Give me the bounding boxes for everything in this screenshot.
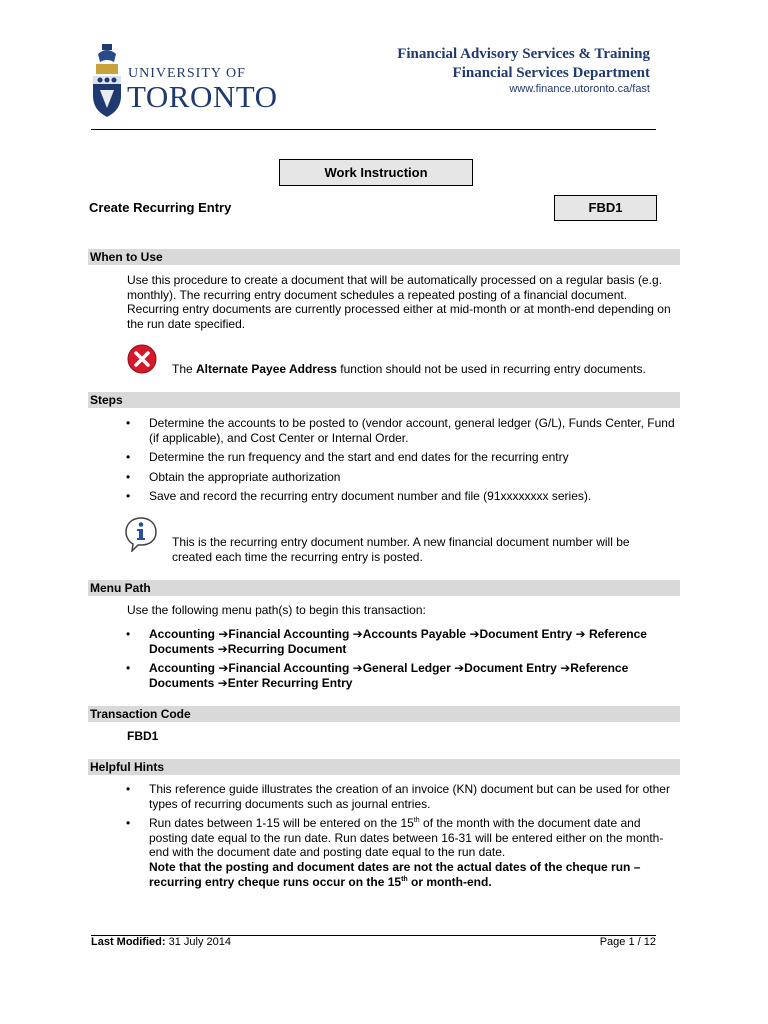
org-line2: Financial Services Department [452, 65, 650, 81]
menu-path-2: • Accounting ➔Financial Accounting ➔General Ledger ➔Document Entry ➔Reference Documents ➔Enter Recurring Entry [126, 661, 629, 690]
arrow-right-icon: ➔ [560, 661, 571, 676]
tcode-box: FBD1 [554, 195, 657, 221]
list-item: • Determine the run frequency and the start and end dates for the recurring entry [126, 450, 569, 465]
arrow-right-icon: ➔ [454, 661, 465, 676]
arrow-right-icon: ➔ [218, 627, 229, 641]
org-line1: Financial Advisory Services & Training [397, 46, 650, 62]
org-url-link[interactable]: www.finance.utoronto.ca/fast [509, 83, 650, 95]
arrow-right-icon: ➔ [217, 641, 228, 656]
menu-path-1: • Accounting ➔Financial Accounting ➔Accounts Payable ➔Document Entry ➔ Reference Documents ➔Recurring Document [126, 627, 647, 656]
steps-list [126, 416, 682, 509]
info-icon [124, 516, 158, 552]
page-title: Create Recurring Entry [89, 200, 232, 215]
warning-note: The Alternate Payee Address function should not be used in recurring entry documents. [172, 362, 646, 376]
arrow-right-icon: ➔ [575, 627, 586, 641]
logo-line1: UNIVERSITY OF [128, 66, 246, 81]
arrow-right-icon: ➔ [217, 675, 228, 690]
transaction-code-value: FBD1 [127, 729, 159, 743]
menu-path-list [126, 627, 682, 695]
university-crest-icon [92, 44, 122, 118]
section-steps: Steps [88, 392, 680, 408]
list-item: • Run dates between 1-15 will be entered on the 15th of the month with the document date and posting date equal to the run date. Run dates between 16-31 will be entered either on the month-end with the document date and posting date equal to the run date. Note that the posting and document dates are not the actual dates of the cheque run – recurring entry cheque runs occur on the 15th or month-end. [126, 816, 664, 889]
arrow-right-icon: ➔ [218, 661, 229, 676]
doc-type-box: Work Instruction [279, 159, 473, 186]
header-divider [91, 129, 656, 130]
list-item: • Determine the accounts to be posted to (vendor account, general ledger (G/L), Funds Center, Fund (if applicable), and Cost Center or Internal Order. [126, 416, 675, 445]
section-helpful-hints: Helpful Hints [88, 759, 680, 775]
arrow-right-icon: ➔ [352, 661, 363, 676]
hints-list [126, 782, 682, 894]
info-note: This is the recurring entry document number. A new financial document number will be created each time the recurring entry is posted. [172, 535, 630, 564]
list-item: • This reference guide illustrates the creation of an invoice (KN) document but can be used for other types of recurring documents such as journal entries. [126, 782, 670, 811]
arrow-right-icon: ➔ [469, 627, 480, 641]
footer-page-number: Page 1 / 12 [599, 936, 656, 948]
section-menu-path: Menu Path [88, 580, 680, 596]
list-item: • Save and record the recurring entry document number and file (91xxxxxxxx series). [126, 489, 592, 504]
section-transaction-code: Transaction Code [88, 706, 680, 722]
logo-line2: TORONTO [127, 79, 278, 114]
menu-path-intro: Use the following menu path(s) to begin this transaction: [127, 603, 426, 617]
arrow-right-icon: ➔ [352, 627, 363, 641]
section-when-to-use: When to Use [88, 249, 680, 265]
footer-last-modified: Last Modified: 31 July 2014 [91, 936, 231, 948]
when-to-use-body: Use this procedure to create a document that will be automatically processed on a regular basis (e.g. monthly). The recurring entry document schedules a repeated posting of a financial document. Recurring entry documents are currently processed either at mid-month or at month-end depending on the run date specified. [127, 273, 671, 331]
list-item: • Obtain the appropriate authorization [126, 469, 341, 484]
error-x-icon [127, 344, 157, 374]
